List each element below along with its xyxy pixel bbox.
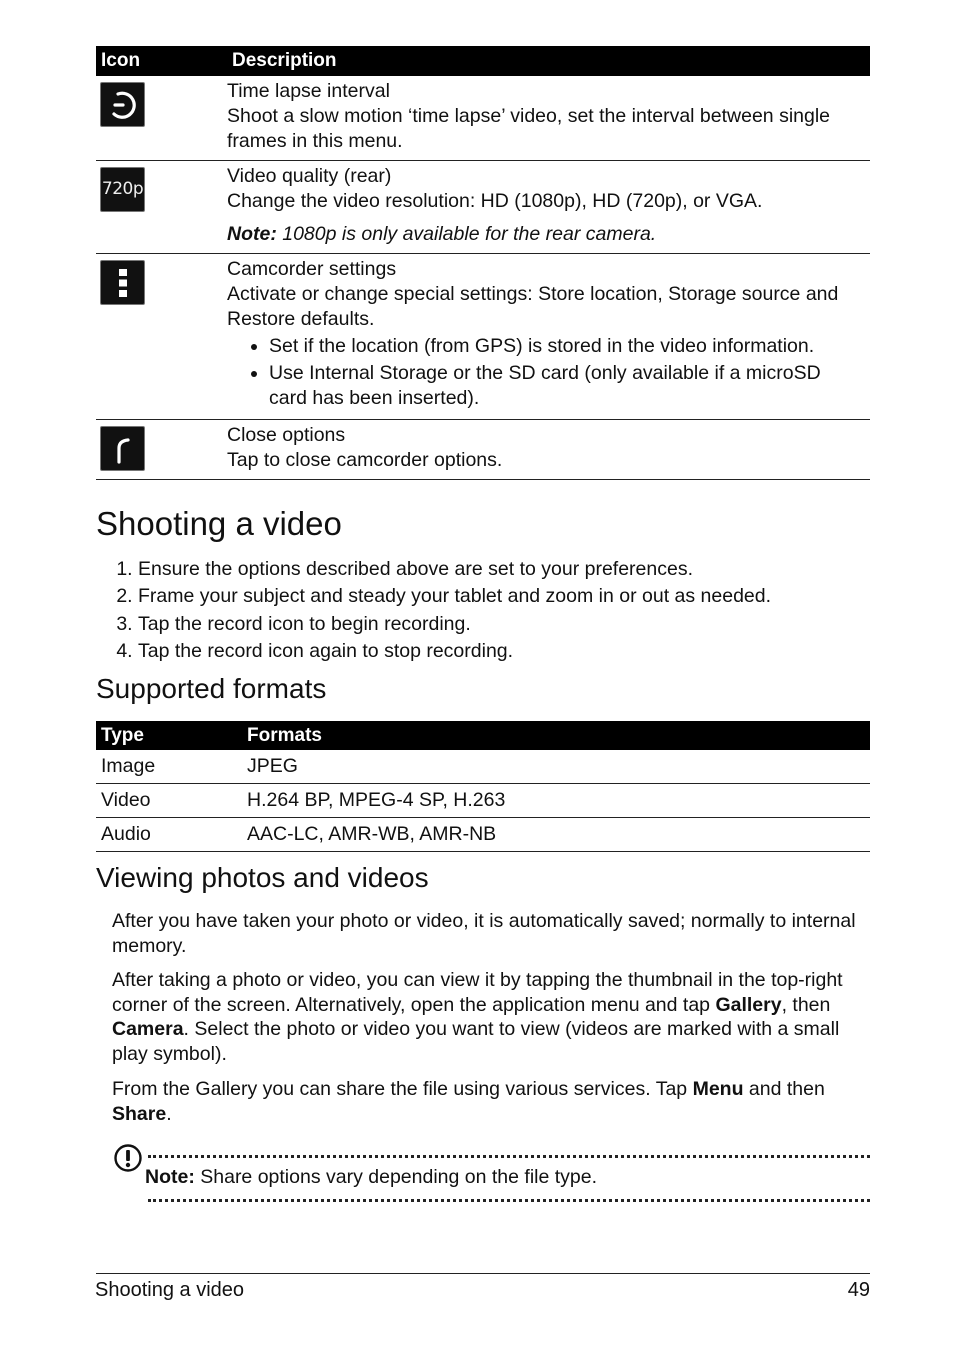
note-border-top <box>148 1155 870 1158</box>
header-type: Type <box>96 721 242 750</box>
text-run: and then <box>743 1078 825 1100</box>
note-text: Share options vary depending on the file type. <box>194 1166 598 1188</box>
list-item: • Set if the location (from GPS) is stored in the video information. <box>269 334 864 359</box>
cell-type: Video <box>96 784 242 818</box>
note-border-bottom <box>148 1199 870 1202</box>
note-label: Note: <box>145 1166 195 1188</box>
note-box <box>145 1166 597 1189</box>
supported-formats-heading: Supported formats <box>96 673 327 704</box>
menu-term: Menu <box>692 1078 744 1100</box>
header-description: Description <box>227 46 870 76</box>
row-title: Camcorder settings <box>227 258 397 280</box>
row-title: Time lapse interval <box>227 80 390 102</box>
note-label: Note: <box>227 223 277 245</box>
settings-menu-icon <box>100 260 145 305</box>
header-icon: Icon <box>96 46 227 76</box>
table-row <box>96 420 870 480</box>
formats-table <box>96 721 870 852</box>
camcorder-icon-table <box>96 46 870 480</box>
cell-formats: JPEG <box>242 750 870 784</box>
footer-section-title: Shooting a video <box>95 1279 245 1301</box>
cell-formats: H.264 BP, MPEG-4 SP, H.263 <box>242 784 870 818</box>
cell-formats: AAC-LC, AMR-WB, AMR-NB <box>242 818 870 852</box>
text-run: , then <box>781 993 831 1016</box>
row-description: Activate or change special settings: Store location, Storage source and Restore defaults. <box>227 283 839 330</box>
header-formats: Formats <box>242 721 870 750</box>
list-item: 3. Tap the record icon to begin recording. <box>138 611 878 638</box>
section-title: Shooting a video <box>96 505 342 542</box>
paragraph <box>112 968 872 1066</box>
text-run: . Select the photo or video you want to view (videos are marked with a small play symbol). <box>112 1018 840 1065</box>
row-description: Tap to close camcorder options. <box>227 449 503 471</box>
text-run: After taking a photo or video, you can view it by tapping the thumbnail in the top-right corner of the screen. Alternatively, open the application menu and tap <box>112 969 843 1016</box>
share-term: Share <box>112 1102 167 1125</box>
row-note <box>227 222 864 247</box>
settings-bullets <box>227 334 864 411</box>
row-title: Close options <box>227 424 346 446</box>
steps-list <box>112 556 878 665</box>
footer-divider <box>96 1273 870 1274</box>
cell-type: Audio <box>96 818 242 852</box>
table-row <box>96 161 870 254</box>
cell-type: Image <box>96 750 242 784</box>
note-text: 1080p is only available for the rear camera. <box>276 223 657 245</box>
table-row <box>96 254 870 420</box>
video-quality-icon <box>100 167 145 212</box>
table-row <box>96 750 870 784</box>
close-options-icon <box>100 426 145 471</box>
viewing-heading: Viewing photos and videos <box>96 862 429 893</box>
table-header-row <box>96 721 870 750</box>
time-lapse-icon <box>100 82 145 127</box>
list-item: 2. Frame your subject and steady your tablet and zoom in or out as needed. <box>138 583 878 610</box>
table-row <box>96 784 870 818</box>
paragraph <box>112 1077 872 1126</box>
table-header-row <box>96 46 870 76</box>
table-row <box>96 818 870 852</box>
list-item: 4. Tap the record icon again to stop recording. <box>138 638 878 665</box>
page-number: 49 <box>847 1279 870 1301</box>
table-row <box>96 76 870 161</box>
row-title: Video quality (rear) <box>227 165 392 187</box>
list-item: 1. Ensure the options described above are set to your preferences. <box>138 556 878 583</box>
text-run: . <box>166 1102 172 1125</box>
list-item: • Use Internal Storage or the SD card (only available if a microSD card has been inserted). <box>269 361 864 411</box>
video-quality-icon-text: 720p <box>101 179 144 199</box>
paragraph: After you have taken your photo or video, it is automatically saved; normally to internal memory. <box>112 910 856 957</box>
row-description: Shoot a slow motion ‘time lapse’ video, set the interval between single frames in this menu. <box>227 105 831 152</box>
warning-icon <box>113 1143 143 1178</box>
text-run: From the Gallery you can share the file using various services. Tap <box>112 1078 693 1100</box>
camera-term: Camera <box>112 1018 184 1040</box>
gallery-term: Gallery <box>715 993 782 1016</box>
row-description: Change the video resolution: HD (1080p), HD (720p), or VGA. <box>227 190 763 212</box>
